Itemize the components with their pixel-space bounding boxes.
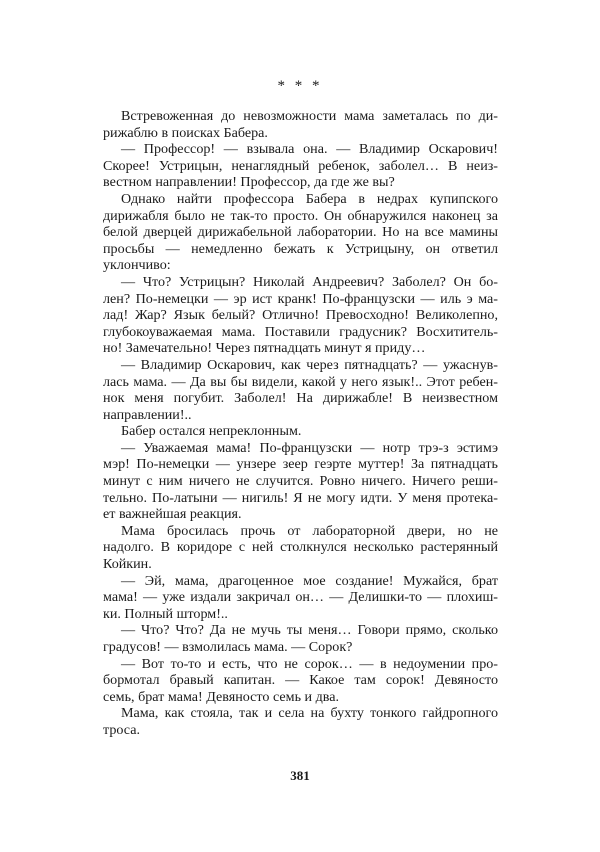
text-line: Мама бросилась прочь от лабораторной двери, но не: [121, 522, 498, 539]
text-line: бормотал бравый капитан. — Какое там сорок! Девяносто: [103, 672, 498, 689]
text-line: Однако найти профессора Бабера в недрах купипского: [121, 190, 498, 207]
text-line: направлении!..: [103, 406, 192, 423]
text-line: Койкин.: [103, 556, 152, 573]
text-line: Мама, как стояла, так и села на бухту тонкого гайдропного: [121, 705, 498, 722]
text-line: градусов! — взмолилась мама. — Сорок?: [103, 639, 353, 655]
text-line: глубокоуважаемая мама. Поставили градусник? Восхититель-: [103, 323, 498, 340]
text-line: тельно. По-латыни — нигиль! Я не могу идти. У меня протека-: [103, 489, 498, 506]
text-line: минут с ним ничего не случится. Ровно ничего. Ничего реши-: [103, 473, 498, 490]
text-line: — Уважаемая мама! По-французски — нотр трэ-з эстимэ: [121, 439, 498, 456]
text-line: дирижабля было не так-то просто. Он обнаружился наконец за: [103, 207, 498, 224]
text-line: троса.: [103, 721, 140, 738]
text-line: — Вот то-то и есть, что не сорок… — в недоумении про-: [121, 655, 498, 672]
text-line: белой дверцей дирижабельной лаборатории. Но на все мамины: [103, 224, 498, 241]
text-line: надолго. В коридоре с ней столкнулся несколько растерянный: [103, 539, 498, 556]
text-line: ки. Полный шторм!..: [103, 605, 228, 622]
text-line: уклончиво:: [103, 257, 171, 274]
text-line: — Эй, мама, драгоценное мое создание! Мужайся, брат: [121, 572, 498, 589]
text-line: Встревоженная до невозможности мама заметалась по ди-: [121, 108, 498, 124]
text-line: мама! — уже издали закричал он… — Делишки-то — плохиш-: [103, 589, 498, 606]
text-line: — Что? Что? Да не мучь ты меня… Говори прямо, сколько: [121, 622, 498, 639]
text-line: семь, брат мама! Девяносто семь и два.: [103, 688, 340, 705]
text-line: Скорее! Устрицын, ненаглядный ребенок, заболел… В неиз-: [103, 157, 498, 174]
section-divider: * * *: [277, 78, 323, 94]
text-line: лен? По-немецки — эр ист кранк! По-французски — иль э ма-: [103, 290, 498, 307]
text-line: вестном направлении! Профессор, да где же вы?: [103, 174, 395, 191]
text-line: ет важнейшая реакция.: [103, 506, 242, 523]
text-line: рижаблю в поисках Бабера.: [103, 124, 268, 141]
text-line: нок меня погубит. Заболел! На дирижабле! В неизвестном: [103, 390, 498, 407]
text-line: лад! Жар? Язык белый? Отлично! Превосходно! Великолепно,: [103, 307, 498, 324]
text-line: лась мама. — Да вы бы видели, какой у него язык!.. Этот ребен-: [103, 373, 498, 390]
text-line: просьбы — немедленно бежать к Устрицыну, он ответил: [103, 240, 498, 257]
text-line: — Что? Устрицын? Николай Андреевич? Заболел? Он бо-: [121, 273, 498, 290]
text-line: но! Замечательно! Через пятнадцать минут я приду…: [103, 340, 426, 357]
text-line: мэр! По-немецки — унзере зеер геэрте муттер! За пятнадцать: [103, 456, 498, 473]
body-text: [103, 108, 498, 739]
text-line: Бабер остался непреклонным.: [121, 423, 302, 440]
text-line: — Владимир Оскарович, как через пятнадцать? — ужаснув-: [121, 356, 498, 373]
text-line: — Профессор! — взывала она. — Владимир Оскарович!: [121, 141, 498, 158]
page-number: 381: [290, 768, 310, 783]
